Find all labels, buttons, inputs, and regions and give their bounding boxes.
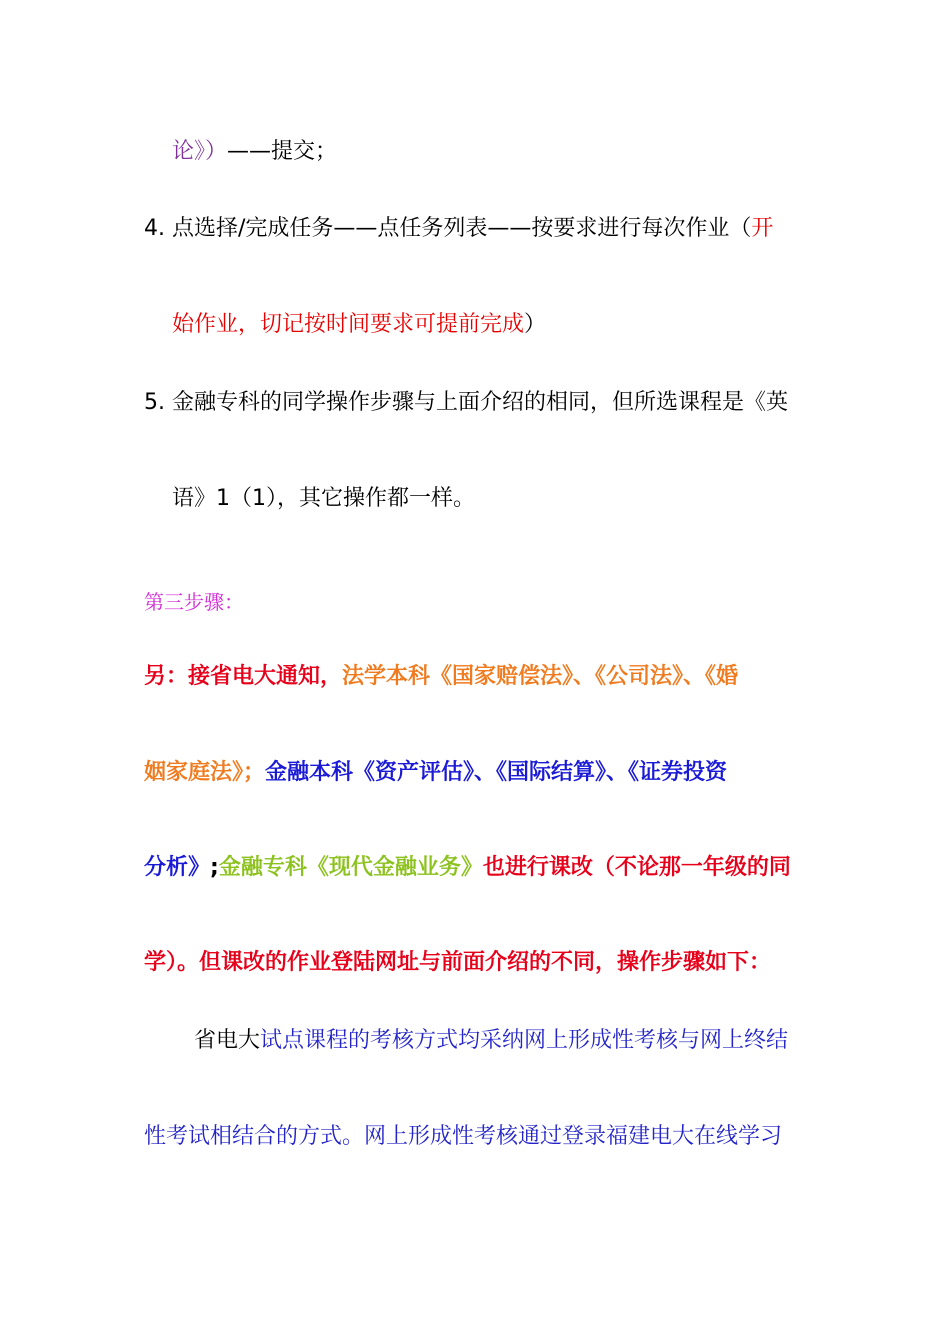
reform-note: 也进行课改（不论那一年级的同 <box>482 855 791 880</box>
reform-note-cont: 学）。但课改的作业登陆网址与前面介绍的不同，操作步骤如下： <box>144 950 772 975</box>
submit-step: ——提交； <box>227 139 338 164</box>
notice-line-3 <box>144 853 791 883</box>
list-item-4-highlight-cont: 始作业，切记按时间要求可提前完成 <box>172 312 525 337</box>
list-number-4: 4. <box>144 216 165 241</box>
separator: ; <box>210 855 219 880</box>
law-courses-cont: 姻家庭法》； <box>144 760 266 785</box>
paragraph-text: 试点课程的考核方式均采纳网上形成性考核与网上终结 <box>260 1028 789 1053</box>
finance-associate-course: 金融专科《现代金融业务》 <box>218 855 483 880</box>
notice-line-2 <box>144 758 727 788</box>
law-courses: 法学本科《国家赔偿法》、《公司法》、《婚 <box>342 664 739 689</box>
step-three-heading: 第三步骤： <box>144 590 244 614</box>
paragraph-line-2: 性考试相结合的方式。网上形成性考核通过登录福建电大在线学习 <box>144 1124 783 1149</box>
notice-line-4 <box>144 948 771 978</box>
list-item-5 <box>144 388 788 418</box>
list-item-4-highlight: 开 <box>751 216 774 241</box>
finance-bachelor-courses: 金融本科《资产评估》、《国际结算》、《证券投资 <box>265 760 728 785</box>
list-item-4-text: 点选择/完成任务——点任务列表——按要求进行每次作业（ <box>172 216 752 241</box>
text-line-1 <box>172 137 337 167</box>
list-item-4 <box>144 214 773 244</box>
course-name-fragment: 论》） <box>172 139 228 164</box>
list-item-5-text: 金融专科的同学操作步骤与上面介绍的相同，但所选课程是《英 <box>172 390 789 415</box>
notice-line-1 <box>144 662 738 692</box>
finance-bachelor-courses-cont: 分析》 <box>144 855 211 880</box>
list-item-4-continued <box>172 310 546 340</box>
list-item-4-paren: ） <box>524 312 547 337</box>
list-number-5: 5. <box>144 390 165 415</box>
list-item-5-text-cont: 语》1（1），其它操作都一样。 <box>172 486 475 511</box>
notice-intro: 另：接省电大通知， <box>144 664 343 689</box>
list-item-5-continued <box>172 484 475 514</box>
paragraph-subject: 省电大 <box>194 1028 261 1053</box>
paragraph-line-1 <box>194 1026 788 1056</box>
